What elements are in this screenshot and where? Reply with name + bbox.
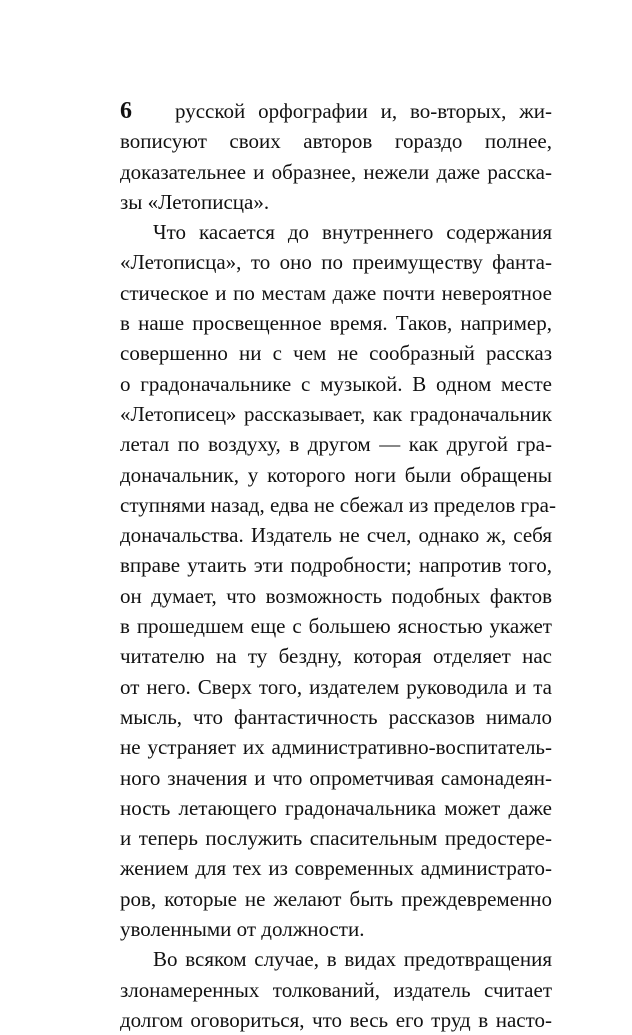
text-line: вописуют своих авторов гораздо полнее, — [120, 129, 552, 154]
text-line: ность летающего градоначальника может даже — [120, 795, 552, 820]
text-line: «Летописец» рассказывает, как градоначальник — [120, 401, 552, 426]
text-line: русской орфографии и, во-вторых, жи- — [175, 99, 552, 123]
text-line: и теперь послужить спасительным предостере- — [120, 826, 552, 851]
text-line: не устраняет их административно-воспитатель- — [120, 735, 552, 760]
text-line: летал по воздуху, в другом — как другой гра- — [120, 432, 552, 457]
text-line: ступнями назад, едва не сбежал из пределов гра- — [120, 492, 556, 517]
text-line: долгом оговориться, что весь его труд в насто- — [120, 1007, 552, 1032]
text-line: доначальства. Издатель не счел, однако ж, себя — [120, 523, 552, 548]
text-line: мысль, что фантастичность рассказов нимало — [120, 704, 552, 729]
text-line: вправе утаить эти подробности; напротив того, — [120, 553, 552, 578]
text-line: о градоначальнике с музыкой. В одном месте — [120, 371, 552, 396]
text-line: совершенно ни с чем не сообразный рассказ — [120, 341, 552, 366]
text-line: доказательнее и образнее, нежели даже расска- — [120, 159, 552, 184]
body-text — [120, 96, 556, 1035]
text-line: читателю на ту бездну, которая отделяет нас — [120, 644, 552, 669]
text-line: стическое и по местам даже почти невероятное — [120, 280, 552, 305]
text-line: ров, которые не желают быть преждевременно — [120, 886, 552, 911]
text-line: жением для тех из современных администрато- — [120, 856, 552, 881]
text-line: Что касается до внутреннего содержания — [153, 220, 552, 245]
text-line: зы «Летописца». — [120, 189, 270, 214]
text-line: уволенными от должности. — [120, 917, 365, 942]
text-line: в прошедшем еще с большею ясностью укажет — [120, 614, 552, 639]
text-line: злонамеренных толкований, издатель считает — [120, 977, 552, 1002]
text-line: Во всяком случае, в видах предотвращения — [153, 947, 552, 972]
text-line: доначальник, у которого ноги были обращены — [120, 462, 552, 487]
text-line: он думает, что возможность подобных фактов — [120, 583, 552, 608]
text-line: в наше просвещенное время. Таков, например, — [120, 311, 552, 336]
page-number: 6 — [120, 98, 132, 124]
text-line: ного значения и что опрометчивая самонадеян- — [120, 765, 552, 790]
text-line: от него. Сверх того, издателем руководила и та — [120, 674, 552, 699]
text-line: «Летописца», то оно по преимуществу фанта- — [120, 250, 552, 275]
